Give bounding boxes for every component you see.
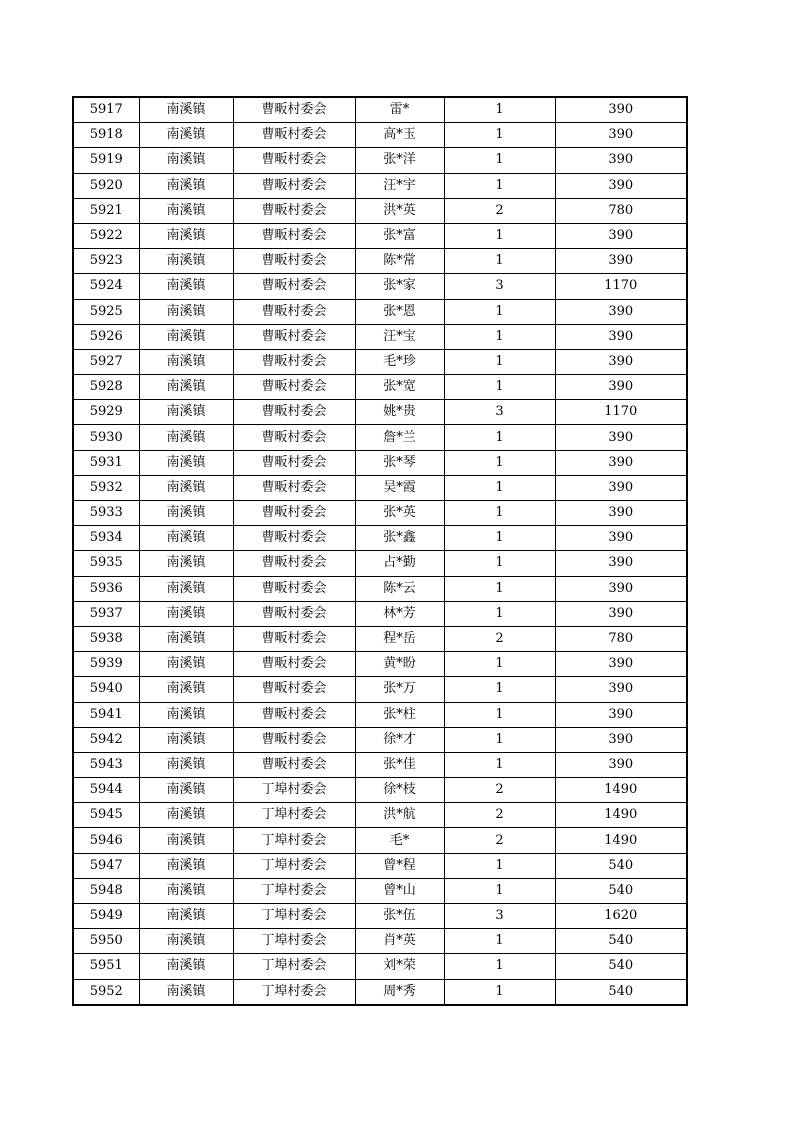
cell-village: 曹畈村委会 [233, 299, 355, 324]
cell-village: 曹畈村委会 [233, 702, 355, 727]
table-row [73, 148, 687, 173]
cell-town: 南溪镇 [139, 148, 233, 173]
cell-person-name: 张*家 [355, 274, 444, 299]
cell-serial-number: 5920 [73, 173, 139, 198]
cell-person-name: 汪*宇 [355, 173, 444, 198]
subsidy-table [72, 96, 688, 1006]
cell-amount: 390 [555, 249, 687, 274]
cell-serial-number: 5932 [73, 475, 139, 500]
cell-village: 丁埠村委会 [233, 904, 355, 929]
cell-town: 南溪镇 [139, 475, 233, 500]
cell-person-name: 陈*云 [355, 576, 444, 601]
cell-serial-number: 5939 [73, 652, 139, 677]
cell-household-count: 2 [444, 626, 555, 651]
cell-person-name: 张*伍 [355, 904, 444, 929]
table-row [73, 551, 687, 576]
cell-town: 南溪镇 [139, 904, 233, 929]
cell-serial-number: 5925 [73, 299, 139, 324]
cell-amount: 390 [555, 752, 687, 777]
cell-household-count: 1 [444, 223, 555, 248]
cell-person-name: 张*洋 [355, 148, 444, 173]
cell-amount: 390 [555, 299, 687, 324]
cell-amount: 390 [555, 173, 687, 198]
cell-household-count: 1 [444, 727, 555, 752]
table-row [73, 929, 687, 954]
cell-town: 南溪镇 [139, 324, 233, 349]
cell-town: 南溪镇 [139, 752, 233, 777]
cell-serial-number: 5948 [73, 878, 139, 903]
cell-household-count: 2 [444, 803, 555, 828]
cell-serial-number: 5927 [73, 349, 139, 374]
cell-town: 南溪镇 [139, 778, 233, 803]
table-row [73, 400, 687, 425]
cell-person-name: 徐*枝 [355, 778, 444, 803]
cell-person-name: 张*鑫 [355, 526, 444, 551]
cell-amount: 390 [555, 375, 687, 400]
cell-amount: 390 [555, 349, 687, 374]
cell-household-count: 2 [444, 828, 555, 853]
cell-household-count: 1 [444, 979, 555, 1005]
cell-household-count: 1 [444, 148, 555, 173]
table-row [73, 803, 687, 828]
cell-household-count: 1 [444, 878, 555, 903]
cell-village: 曹畈村委会 [233, 123, 355, 148]
cell-person-name: 毛* [355, 828, 444, 853]
cell-household-count: 3 [444, 400, 555, 425]
table-row [73, 778, 687, 803]
cell-town: 南溪镇 [139, 551, 233, 576]
cell-serial-number: 5946 [73, 828, 139, 853]
cell-village: 曹畈村委会 [233, 526, 355, 551]
table-row [73, 526, 687, 551]
cell-town: 南溪镇 [139, 601, 233, 626]
cell-village: 曹畈村委会 [233, 576, 355, 601]
cell-household-count: 1 [444, 576, 555, 601]
cell-amount: 1490 [555, 778, 687, 803]
cell-amount: 390 [555, 601, 687, 626]
cell-household-count: 1 [444, 853, 555, 878]
table-row [73, 727, 687, 752]
cell-town: 南溪镇 [139, 828, 233, 853]
cell-village: 曹畈村委会 [233, 601, 355, 626]
cell-town: 南溪镇 [139, 652, 233, 677]
cell-household-count: 2 [444, 198, 555, 223]
cell-serial-number: 5942 [73, 727, 139, 752]
cell-household-count: 1 [444, 601, 555, 626]
cell-amount: 1620 [555, 904, 687, 929]
cell-town: 南溪镇 [139, 626, 233, 651]
cell-household-count: 1 [444, 349, 555, 374]
cell-amount: 540 [555, 878, 687, 903]
table-row [73, 954, 687, 979]
cell-village: 曹畈村委会 [233, 375, 355, 400]
cell-amount: 780 [555, 626, 687, 651]
cell-amount: 390 [555, 576, 687, 601]
cell-person-name: 占*勤 [355, 551, 444, 576]
cell-person-name: 曾*山 [355, 878, 444, 903]
cell-person-name: 肖*英 [355, 929, 444, 954]
cell-serial-number: 5922 [73, 223, 139, 248]
cell-village: 曹畈村委会 [233, 677, 355, 702]
cell-amount: 390 [555, 551, 687, 576]
cell-town: 南溪镇 [139, 274, 233, 299]
table-row [73, 626, 687, 651]
cell-person-name: 姚*贵 [355, 400, 444, 425]
cell-serial-number: 5930 [73, 425, 139, 450]
table-row [73, 173, 687, 198]
cell-village: 曹畈村委会 [233, 349, 355, 374]
cell-person-name: 黄*盼 [355, 652, 444, 677]
cell-serial-number: 5934 [73, 526, 139, 551]
cell-town: 南溪镇 [139, 375, 233, 400]
cell-person-name: 程*岳 [355, 626, 444, 651]
cell-village: 曹畈村委会 [233, 97, 355, 123]
table-row [73, 702, 687, 727]
table-row [73, 475, 687, 500]
cell-amount: 540 [555, 929, 687, 954]
cell-person-name: 刘*荣 [355, 954, 444, 979]
cell-amount: 390 [555, 677, 687, 702]
cell-village: 曹畈村委会 [233, 501, 355, 526]
cell-serial-number: 5936 [73, 576, 139, 601]
cell-household-count: 1 [444, 123, 555, 148]
cell-village: 曹畈村委会 [233, 274, 355, 299]
cell-town: 南溪镇 [139, 803, 233, 828]
cell-village: 曹畈村委会 [233, 324, 355, 349]
cell-person-name: 张*柱 [355, 702, 444, 727]
table-row [73, 853, 687, 878]
cell-household-count: 1 [444, 375, 555, 400]
cell-household-count: 2 [444, 778, 555, 803]
table-row [73, 299, 687, 324]
cell-person-name: 雷* [355, 97, 444, 123]
cell-town: 南溪镇 [139, 97, 233, 123]
cell-person-name: 张*佳 [355, 752, 444, 777]
cell-amount: 1490 [555, 803, 687, 828]
table-row [73, 223, 687, 248]
cell-town: 南溪镇 [139, 501, 233, 526]
cell-person-name: 洪*英 [355, 198, 444, 223]
cell-serial-number: 5941 [73, 702, 139, 727]
table-row [73, 501, 687, 526]
table-row [73, 601, 687, 626]
table-row [73, 904, 687, 929]
cell-village: 曹畈村委会 [233, 400, 355, 425]
table-row [73, 349, 687, 374]
cell-household-count: 1 [444, 450, 555, 475]
table-row [73, 979, 687, 1005]
cell-amount: 540 [555, 853, 687, 878]
cell-amount: 390 [555, 97, 687, 123]
cell-town: 南溪镇 [139, 349, 233, 374]
cell-town: 南溪镇 [139, 878, 233, 903]
cell-town: 南溪镇 [139, 526, 233, 551]
table-row [73, 450, 687, 475]
cell-town: 南溪镇 [139, 576, 233, 601]
table-row [73, 274, 687, 299]
cell-household-count: 1 [444, 526, 555, 551]
cell-person-name: 张*宽 [355, 375, 444, 400]
cell-village: 曹畈村委会 [233, 727, 355, 752]
cell-person-name: 张*琴 [355, 450, 444, 475]
cell-person-name: 曾*程 [355, 853, 444, 878]
cell-village: 曹畈村委会 [233, 752, 355, 777]
cell-person-name: 高*玉 [355, 123, 444, 148]
cell-village: 曹畈村委会 [233, 198, 355, 223]
table-row [73, 677, 687, 702]
cell-person-name: 詹*兰 [355, 425, 444, 450]
cell-village: 曹畈村委会 [233, 551, 355, 576]
cell-serial-number: 5935 [73, 551, 139, 576]
cell-serial-number: 5926 [73, 324, 139, 349]
cell-amount: 390 [555, 324, 687, 349]
table-row [73, 878, 687, 903]
cell-village: 丁埠村委会 [233, 803, 355, 828]
cell-household-count: 1 [444, 929, 555, 954]
cell-serial-number: 5947 [73, 853, 139, 878]
cell-village: 曹畈村委会 [233, 626, 355, 651]
cell-person-name: 徐*才 [355, 727, 444, 752]
cell-village: 丁埠村委会 [233, 828, 355, 853]
cell-household-count: 1 [444, 97, 555, 123]
cell-town: 南溪镇 [139, 198, 233, 223]
cell-household-count: 3 [444, 274, 555, 299]
cell-serial-number: 5919 [73, 148, 139, 173]
cell-person-name: 张*恩 [355, 299, 444, 324]
cell-household-count: 1 [444, 425, 555, 450]
table-row [73, 576, 687, 601]
table-row [73, 324, 687, 349]
cell-village: 丁埠村委会 [233, 979, 355, 1005]
table-row [73, 375, 687, 400]
cell-serial-number: 5921 [73, 198, 139, 223]
cell-village: 丁埠村委会 [233, 853, 355, 878]
cell-household-count: 1 [444, 501, 555, 526]
cell-serial-number: 5924 [73, 274, 139, 299]
cell-serial-number: 5943 [73, 752, 139, 777]
cell-village: 曹畈村委会 [233, 173, 355, 198]
cell-town: 南溪镇 [139, 727, 233, 752]
cell-amount: 390 [555, 652, 687, 677]
cell-person-name: 林*芳 [355, 601, 444, 626]
cell-village: 曹畈村委会 [233, 148, 355, 173]
cell-amount: 390 [555, 123, 687, 148]
cell-village: 曹畈村委会 [233, 652, 355, 677]
cell-serial-number: 5929 [73, 400, 139, 425]
cell-serial-number: 5951 [73, 954, 139, 979]
cell-person-name: 陈*常 [355, 249, 444, 274]
table-row [73, 752, 687, 777]
cell-person-name: 张*万 [355, 677, 444, 702]
cell-person-name: 洪*航 [355, 803, 444, 828]
cell-amount: 1170 [555, 274, 687, 299]
cell-town: 南溪镇 [139, 702, 233, 727]
cell-household-count: 1 [444, 954, 555, 979]
cell-amount: 1170 [555, 400, 687, 425]
cell-serial-number: 5949 [73, 904, 139, 929]
cell-household-count: 1 [444, 475, 555, 500]
cell-town: 南溪镇 [139, 400, 233, 425]
cell-household-count: 1 [444, 324, 555, 349]
cell-serial-number: 5918 [73, 123, 139, 148]
cell-town: 南溪镇 [139, 249, 233, 274]
cell-village: 曹畈村委会 [233, 450, 355, 475]
table-row [73, 249, 687, 274]
cell-serial-number: 5917 [73, 97, 139, 123]
table-row [73, 198, 687, 223]
cell-serial-number: 5937 [73, 601, 139, 626]
cell-amount: 390 [555, 526, 687, 551]
cell-town: 南溪镇 [139, 425, 233, 450]
cell-person-name: 张*富 [355, 223, 444, 248]
cell-household-count: 1 [444, 677, 555, 702]
cell-town: 南溪镇 [139, 929, 233, 954]
cell-household-count: 1 [444, 173, 555, 198]
cell-town: 南溪镇 [139, 954, 233, 979]
cell-town: 南溪镇 [139, 173, 233, 198]
cell-household-count: 1 [444, 299, 555, 324]
cell-village: 曹畈村委会 [233, 425, 355, 450]
table-row [73, 425, 687, 450]
cell-serial-number: 5940 [73, 677, 139, 702]
cell-amount: 390 [555, 475, 687, 500]
table-row [73, 828, 687, 853]
cell-town: 南溪镇 [139, 123, 233, 148]
cell-amount: 540 [555, 979, 687, 1005]
cell-amount: 390 [555, 727, 687, 752]
cell-village: 曹畈村委会 [233, 249, 355, 274]
table-row [73, 123, 687, 148]
cell-person-name: 汪*宝 [355, 324, 444, 349]
cell-household-count: 1 [444, 702, 555, 727]
cell-village: 曹畈村委会 [233, 475, 355, 500]
cell-person-name: 吴*霞 [355, 475, 444, 500]
cell-town: 南溪镇 [139, 853, 233, 878]
cell-village: 曹畈村委会 [233, 223, 355, 248]
cell-town: 南溪镇 [139, 299, 233, 324]
cell-serial-number: 5944 [73, 778, 139, 803]
cell-household-count: 3 [444, 904, 555, 929]
table-row [73, 652, 687, 677]
cell-amount: 390 [555, 148, 687, 173]
cell-serial-number: 5933 [73, 501, 139, 526]
cell-amount: 540 [555, 954, 687, 979]
cell-serial-number: 5952 [73, 979, 139, 1005]
cell-town: 南溪镇 [139, 677, 233, 702]
cell-serial-number: 5928 [73, 375, 139, 400]
cell-person-name: 毛*珍 [355, 349, 444, 374]
cell-amount: 390 [555, 702, 687, 727]
cell-amount: 390 [555, 450, 687, 475]
cell-village: 丁埠村委会 [233, 878, 355, 903]
table-body [73, 97, 687, 1005]
cell-village: 丁埠村委会 [233, 929, 355, 954]
cell-household-count: 1 [444, 249, 555, 274]
cell-town: 南溪镇 [139, 450, 233, 475]
cell-serial-number: 5950 [73, 929, 139, 954]
cell-person-name: 张*英 [355, 501, 444, 526]
cell-household-count: 1 [444, 551, 555, 576]
cell-serial-number: 5923 [73, 249, 139, 274]
cell-amount: 1490 [555, 828, 687, 853]
cell-serial-number: 5945 [73, 803, 139, 828]
cell-serial-number: 5931 [73, 450, 139, 475]
cell-town: 南溪镇 [139, 979, 233, 1005]
cell-amount: 390 [555, 223, 687, 248]
cell-amount: 390 [555, 501, 687, 526]
cell-village: 丁埠村委会 [233, 954, 355, 979]
cell-amount: 780 [555, 198, 687, 223]
cell-person-name: 周*秀 [355, 979, 444, 1005]
cell-amount: 390 [555, 425, 687, 450]
cell-serial-number: 5938 [73, 626, 139, 651]
cell-household-count: 1 [444, 752, 555, 777]
table-row [73, 97, 687, 123]
cell-household-count: 1 [444, 652, 555, 677]
cell-town: 南溪镇 [139, 223, 233, 248]
cell-village: 丁埠村委会 [233, 778, 355, 803]
